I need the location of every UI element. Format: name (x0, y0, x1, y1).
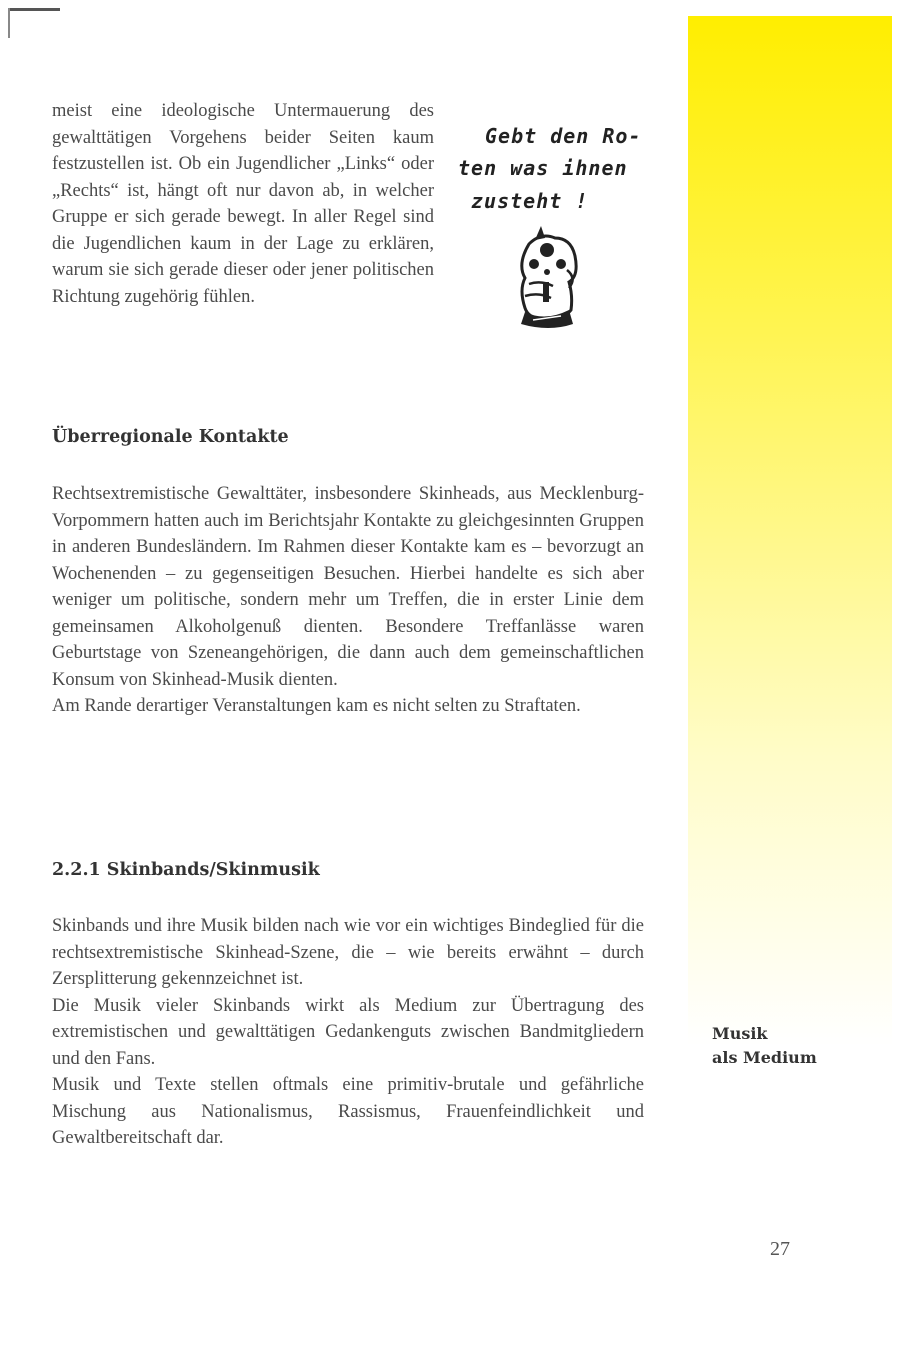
cartoon-illustration (455, 124, 655, 344)
margin-note-line-1: Musik (712, 1024, 768, 1043)
cartoon-caption-line-2: ten was ihnen (458, 156, 628, 180)
yellow-sidebar-band (688, 16, 892, 1046)
contacts-paragraph-1: Rechtsextremistische Gewalttäter, insbesondere Skinheads, aus Mecklenburg-Vorpommern hatten auch im Berichtsjahr Kontakte zu gleichgesinnten Gruppen in anderen Bundesländern. Im Rahmen dieser Kontakte kam es – bevorzugt an Wochenenden – zu gegenseitigen Besuchen. Hierbei handelte es sich aber weniger um politische, sondern mehr um Treffen, die in erster Linie dem gemeinsamen Alkoholgenuß dienten. Besondere Treffanlässe waren Geburtstage von Szeneangehörigen, die dann auch dem gemeinschaftlichen Konsum von Skinhead-Musik dienten. (52, 484, 644, 690)
cartoon-caption-line-3: zusteht ! (471, 189, 589, 213)
contacts-paragraph-2: Am Rande derartiger Veranstaltungen kam es nicht selten zu Straftaten. (52, 696, 581, 716)
margin-note-line-2: als Medium (712, 1048, 817, 1067)
skinbands-paragraph-2: Die Musik vieler Skinbands wirkt als Medium zur Übertragung des extremistischen und gewalttätigen Gedankenguts zwischen Bandmitgliedern und den Fans. (52, 995, 644, 1069)
contacts-body (52, 481, 644, 720)
page-number: 27 (770, 1238, 790, 1260)
intro-text: meist eine ideologische Untermauerung des gewalttätigen Vorgehens beider Seiten kaum festzustellen ist. Ob ein Jugendlicher „Links“ oder „Rechts“ ist, hängt oft nur davon ab, in welcher Gruppe er sich gerade bewegt. In aller Regel sind die Jugendlichen kaum in der Lage zu erklären, warum sie sich gerade dieser oder jener politischen Richtung zugehörig fühlen. (52, 101, 434, 307)
section-heading-contacts: Überregionale Kontakte (52, 427, 289, 447)
revolver-icon (515, 224, 585, 336)
crop-mark-vertical (8, 8, 10, 38)
intro-paragraph (52, 98, 434, 310)
margin-note (712, 1022, 817, 1070)
crop-mark (8, 8, 60, 11)
skinbands-body (52, 913, 644, 1152)
section-heading-skinbands: 2.2.1 Skinbands/Skinmusik (52, 860, 320, 880)
skinbands-paragraph-3: Musik und Texte stellen oftmals eine primitiv-brutale und gefährliche Mischung aus Nationalismus, Rassismus, Frauenfeindlichkeit und Gewaltbereitschaft dar. (52, 1075, 644, 1148)
cartoon-caption-line-1: Gebt den Ro- (485, 124, 642, 148)
skinbands-paragraph-1: Skinbands und ihre Musik bilden nach wie vor ein wichtiges Bindeglied für die rechtsextremistische Skinhead-Szene, die – wie bereits erwähnt – durch Zersplitterung gekennzeichnet ist. (52, 916, 644, 989)
